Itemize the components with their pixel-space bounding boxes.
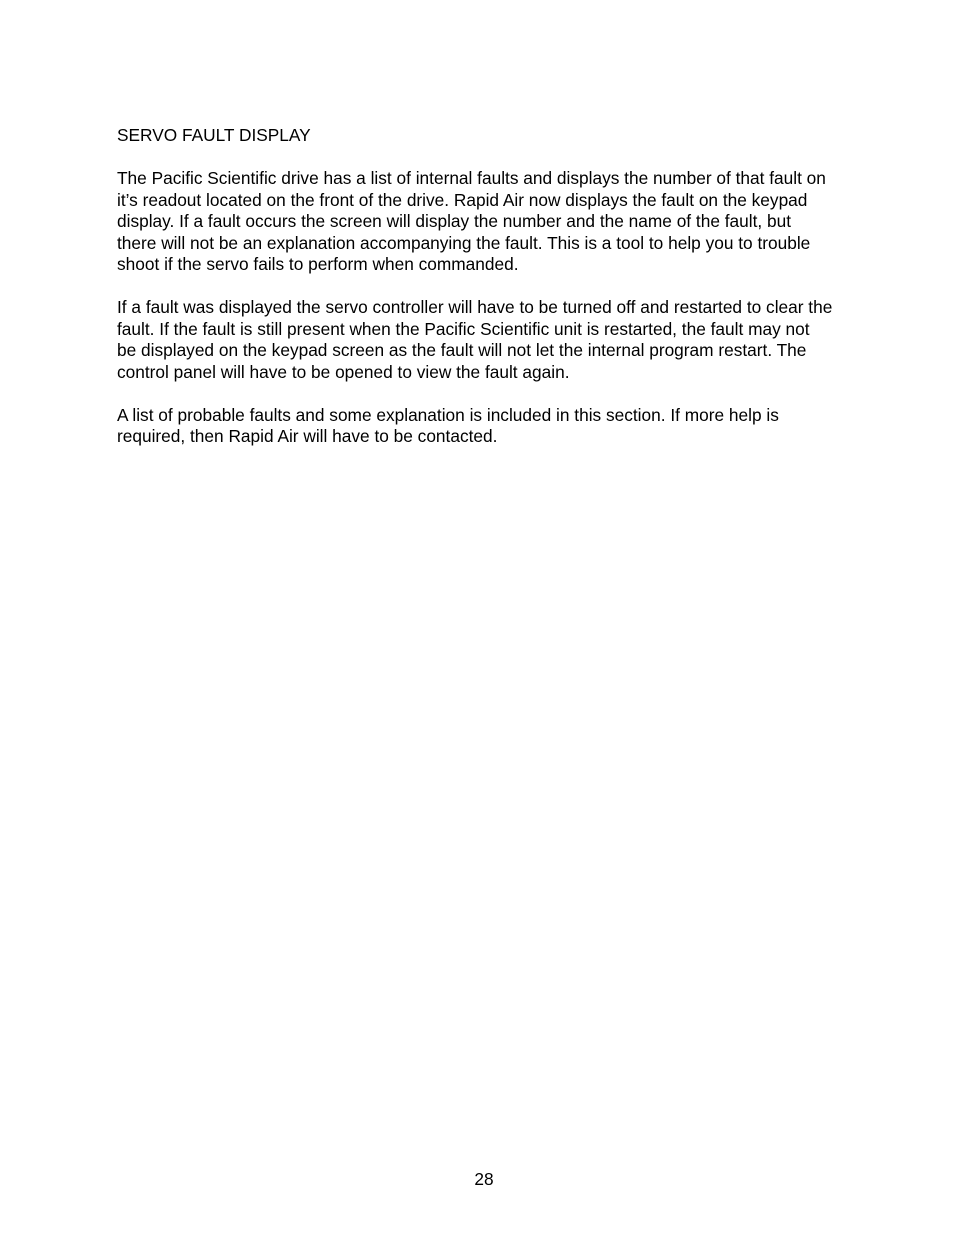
paragraph-fault-list-help: A list of probable faults and some explanation is included in this section. If more help is required, then Rapid Air will have to be contacted. — [117, 404, 779, 446]
paragraph-fault-overview: The Pacific Scientific drive has a list of internal faults and displays the number of that fault on it’s readout located on the front of the drive. Rapid Air now displays the fault on the keypad display. If a fault occurs the screen will display the number and the name of the fault, but there will not be an explanation accompanying the fault. This is a tool to help you to trouble shoot if the servo fails to perform when commanded. — [117, 168, 826, 274]
paragraph-clearing-faults: If a fault was displayed the servo controller will have to be turned off and restarted to clear the fault. If the fault is still present when the Pacific Scientific unit is restarted, the fault may not be displayed on the keypad screen as the fault will not let the internal program restart. The control panel will have to be opened to view the fault again. — [117, 297, 833, 382]
page-content — [117, 125, 897, 469]
page-number: 28 — [474, 1169, 494, 1189]
section-heading: SERVO FAULT DISPLAY — [117, 125, 311, 145]
